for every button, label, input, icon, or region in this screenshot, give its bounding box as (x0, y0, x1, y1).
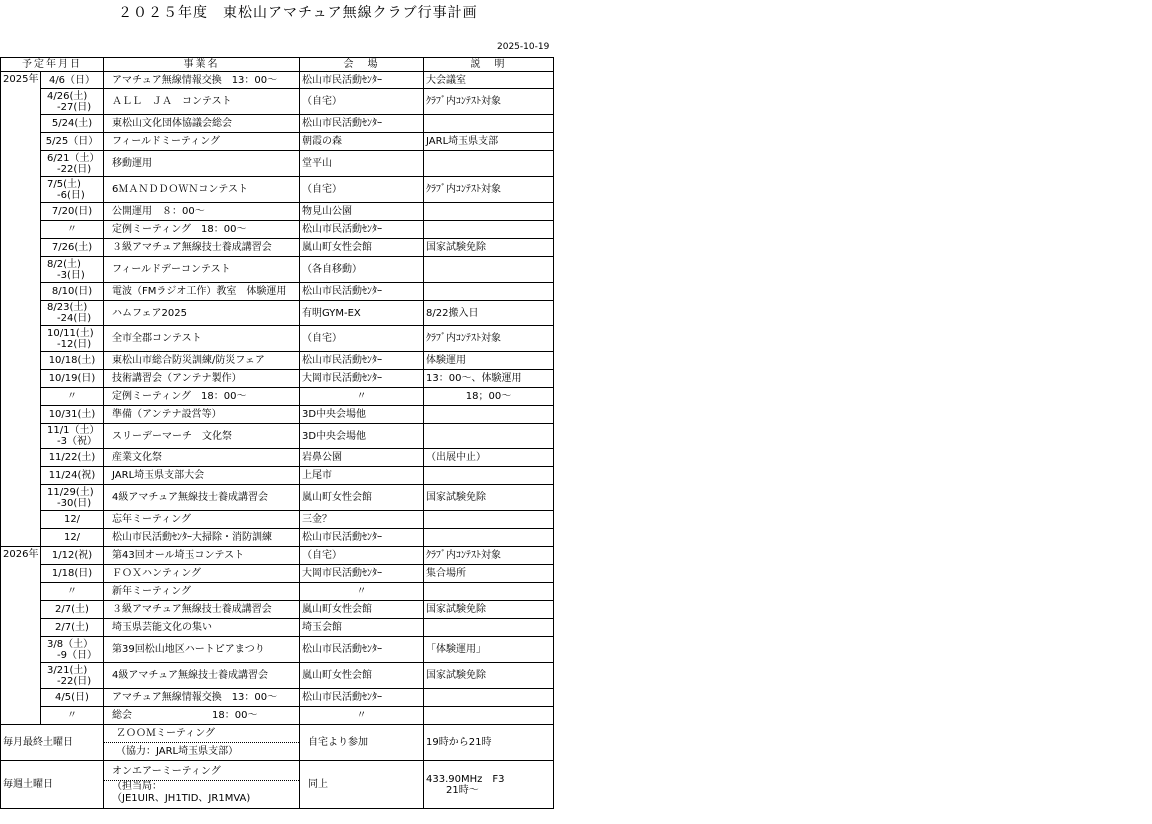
header-event: 事業名 (104, 58, 300, 72)
venue-cell: 松山市民活動ｾﾝﾀｰ (300, 637, 424, 663)
date-cell: 10/31(土) (41, 406, 104, 424)
event-cell: 忘年ミーティング (104, 511, 300, 529)
date-start: 11/29(土) (47, 486, 94, 498)
table-row (1, 449, 554, 467)
event-cell: 電波（FMラジオ工作）教室 体験運用 (104, 283, 300, 301)
note-cell: 体験運用 (424, 352, 554, 370)
date-cell: 〃 (41, 707, 104, 725)
table-row (1, 326, 554, 352)
page-title: ２０２５年度 東松山アマチュア無線クラブ行事計画 (118, 5, 478, 21)
table-row (1, 388, 554, 406)
event-cell: 定例ミーティング 18：00〜 (104, 221, 300, 239)
date-start: 4/26(土) (47, 90, 88, 102)
event-cell: 松山市民活動ｾﾝﾀｰ大掃除・消防訓練 (104, 529, 300, 547)
date-end: -27(日) (57, 101, 92, 113)
weekly-event-callsigns: （JE1UIR、JH1TID、JR1MVA) (112, 793, 251, 804)
table-row (1, 406, 554, 424)
venue-cell: 嵐山町女性会館 (300, 485, 424, 511)
table-row (1, 565, 554, 583)
table-row (1, 529, 554, 547)
event-cell: JARL埼玉県支部大会 (104, 467, 300, 485)
event-cell: ＡＬＬ ＪＡ コンテスト (104, 89, 300, 115)
venue-cell: （自宅） (300, 89, 424, 115)
event-cell: アマチュア無線情報交換 13：00〜 (104, 689, 300, 707)
event-cell: アマチュア無線情報交換 13：00〜 (104, 72, 300, 89)
date-end: -3(日) (57, 269, 85, 281)
note-cell (424, 203, 554, 221)
event-cell: 公開運用 ８：00〜 (104, 203, 300, 221)
note-cell (424, 619, 554, 637)
year-label: 2026年 (1, 547, 41, 725)
date-cell: 12/ (41, 529, 104, 547)
date-cell: 11/22(土) (41, 449, 104, 467)
venue-cell: 〃 (300, 707, 424, 725)
venue-cell: 嵐山町女性会館 (300, 663, 424, 689)
event-cell: 東松山市総合防災訓練/防災フェア (104, 352, 300, 370)
monthly-row (1, 725, 554, 761)
note-cell: （出展中止） (424, 449, 554, 467)
monthly-label: 毎月最終土曜日 (1, 725, 104, 761)
date-cell (41, 637, 104, 663)
note-cell (424, 529, 554, 547)
venue-cell: （自宅） (300, 326, 424, 352)
table-row (1, 89, 554, 115)
weekly-label: 毎週土曜日 (1, 761, 104, 809)
date-cell: 10/18(土) (41, 352, 104, 370)
venue-cell: 〃 (300, 388, 424, 406)
table-row (1, 370, 554, 388)
note-cell: 大会議室 (424, 72, 554, 89)
date-end: -12(日) (57, 338, 92, 350)
date-start: 3/8（土） (47, 638, 94, 650)
event-cell: 全市全郡コンテスト (104, 326, 300, 352)
note-cell: 集合場所 (424, 565, 554, 583)
date-cell (41, 301, 104, 326)
table-row (1, 619, 554, 637)
note-cell: 8/22搬入日 (424, 301, 554, 326)
date-cell: 5/24(土) (41, 115, 104, 133)
note-cell: JARL埼玉県支部 (424, 133, 554, 151)
table-row (1, 485, 554, 511)
table-row (1, 547, 554, 565)
note-cell (424, 151, 554, 177)
date-cell (41, 663, 104, 689)
date-cell (41, 485, 104, 511)
table-row (1, 601, 554, 619)
venue-cell: 松山市民活動ｾﾝﾀｰ (300, 529, 424, 547)
note-cell (424, 221, 554, 239)
monthly-event-cell (104, 725, 300, 761)
note-cell: 国家試験免除 (424, 601, 554, 619)
date-cell: 4/6（日） (41, 72, 104, 89)
event-cell: 移動運用 (104, 151, 300, 177)
table-row (1, 511, 554, 529)
date-cell (41, 89, 104, 115)
weekly-event-title: オンエアーミーティング (112, 766, 221, 777)
venue-cell: （各自移動） (300, 257, 424, 283)
weekly-event-operator: （担当局： (104, 780, 299, 793)
monthly-note: 19時から21時 (424, 725, 554, 761)
monthly-event-sub: （協力：JARL埼玉県支部） (104, 742, 299, 760)
date-cell: 5/25（日） (41, 133, 104, 151)
note-cell (424, 115, 554, 133)
weekly-event-cell (104, 761, 300, 809)
table-row (1, 352, 554, 370)
note-cell: 「体験運用」 (424, 637, 554, 663)
event-cell: 6ＭＡＮＤＤＯＷＮコンテスト (104, 177, 300, 203)
event-cell: 準備（アンテナ設営等） (104, 406, 300, 424)
event-cell: 埼玉県芸能文化の集い (104, 619, 300, 637)
event-cell: 定例ミーティング 18：00〜 (104, 388, 300, 406)
venue-cell: 岩鼻公園 (300, 449, 424, 467)
monthly-venue: 自宅より参加 (300, 725, 424, 761)
event-cell: 新年ミーティング (104, 583, 300, 601)
note-cell: 13：00〜、体験運用 (424, 370, 554, 388)
table-row (1, 283, 554, 301)
date-cell: 1/18(日) (41, 565, 104, 583)
date-cell (41, 177, 104, 203)
schedule-table (0, 57, 554, 809)
note-cell (424, 406, 554, 424)
event-cell: スリーデーマーチ 文化祭 (104, 424, 300, 449)
date-end: -3（祝） (57, 436, 97, 447)
note-cell (424, 583, 554, 601)
year-label: 2025年 (1, 72, 41, 547)
event-cell: ３級アマチュア無線技士養成講習会 (104, 239, 300, 257)
venue-cell: 三金？ (300, 511, 424, 529)
venue-cell: 堂平山 (300, 151, 424, 177)
venue-cell: 3D中央会場他 (300, 406, 424, 424)
date-cell: 10/19(日) (41, 370, 104, 388)
note-cell (424, 283, 554, 301)
venue-cell: 大岡市民活動ｾﾝﾀｰ (300, 565, 424, 583)
weekly-note-cell (424, 761, 554, 809)
table-row (1, 467, 554, 485)
event-cell: 東松山文化団体協議会総会 (104, 115, 300, 133)
monthly-event-title: ＺＯＯＭミーティング (116, 728, 215, 739)
event-cell: 技術講習会（アンテナ製作） (104, 370, 300, 388)
date-cell: 〃 (41, 583, 104, 601)
table-row (1, 221, 554, 239)
venue-cell: （自宅） (300, 177, 424, 203)
event-cell: 第39回松山地区ハートピアまつり (104, 637, 300, 663)
date-cell (41, 424, 104, 449)
note-cell (424, 257, 554, 283)
event-cell: ハムフェア2025 (104, 301, 300, 326)
note-cell: ｸﾗﾌﾞ内ｺﾝﾃｽﾄ対象 (424, 177, 554, 203)
note-cell: 国家試験免除 (424, 239, 554, 257)
venue-cell: 嵐山町女性会館 (300, 239, 424, 257)
date-cell: 11/24(祝) (41, 467, 104, 485)
weekly-venue: 同上 (300, 761, 424, 809)
date-start: 8/23(土) (47, 302, 88, 313)
event-cell: フィールドデーコンテスト (104, 257, 300, 283)
note-cell: ｸﾗﾌﾞ内ｺﾝﾃｽﾄ対象 (424, 547, 554, 565)
venue-cell: 松山市民活動ｾﾝﾀｰ (300, 115, 424, 133)
venue-cell: 有明GYM-EX (300, 301, 424, 326)
date-start: 11/1（土） (47, 425, 100, 436)
date-end: -6(日) (57, 189, 85, 201)
note-cell (424, 707, 554, 725)
note-cell (424, 689, 554, 707)
table-row (1, 177, 554, 203)
date-start: 7/5(土) (47, 178, 81, 190)
header-date: 予定年月日 (1, 58, 104, 72)
note-cell: ｸﾗﾌﾞ内ｺﾝﾃｽﾄ対象 (424, 89, 554, 115)
event-cell: 産業文化祭 (104, 449, 300, 467)
date-cell (41, 257, 104, 283)
date-end: -24(日) (57, 313, 92, 324)
table-row (1, 72, 554, 89)
venue-cell: 上尾市 (300, 467, 424, 485)
note-cell (424, 424, 554, 449)
date-start: 10/11(土) (47, 327, 94, 339)
weekly-time: 21時〜 (446, 784, 479, 796)
date-cell: 7/20(日) (41, 203, 104, 221)
table-row (1, 239, 554, 257)
date-cell: 2/7(土) (41, 619, 104, 637)
table-row (1, 203, 554, 221)
date-cell: 12/ (41, 511, 104, 529)
venue-cell: 嵐山町女性会館 (300, 601, 424, 619)
date-cell (41, 326, 104, 352)
date-end: -22(日) (57, 675, 92, 687)
venue-cell: 埼玉会館 (300, 619, 424, 637)
event-cell: 4級アマチュア無線技士養成講習会 (104, 485, 300, 511)
event-cell: フィールドミーティング (104, 133, 300, 151)
note-cell: 国家試験免除 (424, 485, 554, 511)
event-cell: 4級アマチュア無線技士養成講習会 (104, 663, 300, 689)
date-cell (41, 151, 104, 177)
date-cell: 2/7(土) (41, 601, 104, 619)
date-cell: 8/10(日) (41, 283, 104, 301)
table-row (1, 115, 554, 133)
date-cell: 1/12(祝) (41, 547, 104, 565)
venue-cell: 松山市民活動ｾﾝﾀｰ (300, 283, 424, 301)
date-start: 3/21(土) (47, 664, 88, 676)
table-row (1, 151, 554, 177)
venue-cell: 大岡市民活動ｾﾝﾀｰ (300, 370, 424, 388)
venue-cell: 3D中央会場他 (300, 424, 424, 449)
venue-cell: 物見山公園 (300, 203, 424, 221)
date-cell: 〃 (41, 388, 104, 406)
document-date: 2025-10-19 (497, 42, 550, 52)
table-row (1, 707, 554, 725)
date-cell: 4/5(日) (41, 689, 104, 707)
table-row (1, 301, 554, 326)
weekly-frequency: 433.90MHz F3 (426, 773, 505, 785)
note-cell: ｸﾗﾌﾞ内ｺﾝﾃｽﾄ対象 (424, 326, 554, 352)
venue-cell: （自宅） (300, 547, 424, 565)
header-venue: 会 場 (300, 58, 424, 72)
date-end: -22(日) (57, 163, 92, 175)
note-cell (424, 467, 554, 485)
note-cell: 18；00〜 (424, 388, 554, 406)
note-cell: 国家試験免除 (424, 663, 554, 689)
venue-cell: 朝霞の森 (300, 133, 424, 151)
table-header-row (1, 58, 554, 72)
date-cell: 〃 (41, 221, 104, 239)
event-cell: ３級アマチュア無線技士養成講習会 (104, 601, 300, 619)
date-start: 6/21（土） (47, 152, 100, 164)
table-row (1, 257, 554, 283)
table-row (1, 424, 554, 449)
table-row (1, 583, 554, 601)
venue-cell: 松山市民活動ｾﾝﾀｰ (300, 72, 424, 89)
event-cell: 第43回オール埼玉コンテスト (104, 547, 300, 565)
venue-cell: 松山市民活動ｾﾝﾀｰ (300, 352, 424, 370)
header-note: 説 明 (424, 58, 554, 72)
date-end: -30(日) (57, 497, 92, 509)
date-end: -9（日） (57, 649, 97, 661)
table-row (1, 689, 554, 707)
venue-cell: 〃 (300, 583, 424, 601)
table-row (1, 637, 554, 663)
venue-cell: 松山市民活動ｾﾝﾀｰ (300, 221, 424, 239)
venue-cell: 松山市民活動ｾﾝﾀｰ (300, 689, 424, 707)
event-cell: ＦＯＸハンティング (104, 565, 300, 583)
note-cell (424, 511, 554, 529)
weekly-row (1, 761, 554, 809)
date-cell: 7/26(土) (41, 239, 104, 257)
date-start: 8/2(土) (47, 258, 81, 270)
table-row (1, 133, 554, 151)
table-row (1, 663, 554, 689)
event-cell: 総会 18：00〜 (104, 707, 300, 725)
